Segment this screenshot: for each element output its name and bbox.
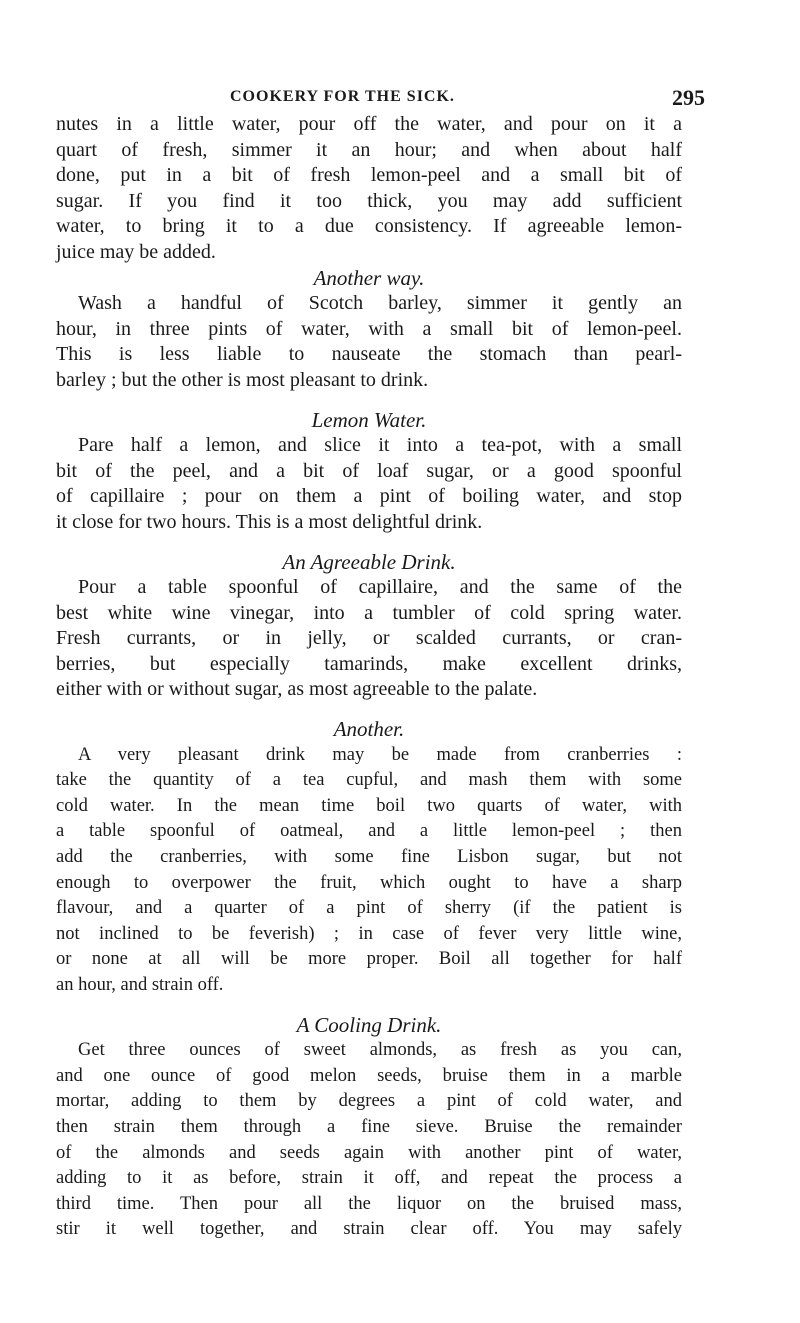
text-line: a table spoonful of oatmeal, and a little lemon-peel ; then	[56, 821, 682, 842]
body-text	[56, 112, 682, 1243]
text-line: bit of the peel, and a bit of loaf sugar, or a good spoonful	[56, 459, 682, 482]
text-line: not inclined to be feverish) ; in case of fever very little wine,	[56, 923, 682, 944]
text-line: nutes in a little water, pour off the water, and pour on it a	[56, 113, 682, 135]
text-line: juice may be added.	[56, 240, 216, 263]
text-line: Wash a handful of Scotch barley, simmer it gently an	[78, 292, 682, 315]
paragraph-another	[56, 743, 682, 999]
text-line: Pour a table spoonful of capillaire, and the same of the	[78, 576, 682, 599]
recipe-heading-another-way: Another way.	[313, 265, 425, 290]
text-line: Get three ounces of sweet almonds, as fresh as you can,	[78, 1040, 682, 1061]
text-line: and one ounce of good melon seeds, bruise them in a marble	[56, 1065, 682, 1086]
text-line: adding to it as before, strain it off, and repeat the process a	[56, 1168, 682, 1189]
text-line: hour, in three pints of water, with a small bit of lemon-peel.	[56, 317, 682, 340]
text-line: it close for two hours. This is a most delightful drink.	[56, 510, 483, 533]
text-line: This is less liable to nauseate the stomach than pearl-	[56, 343, 682, 366]
text-line: Pare half a lemon, and slice it into a tea-pot, with a small	[78, 434, 682, 457]
text-line: of the almonds and seeds again with another pint of water,	[56, 1142, 682, 1163]
text-line: take the quantity of a tea cupful, and mash them with some	[56, 770, 682, 791]
running-head	[0, 85, 800, 114]
recipe-heading-lemon-water: Lemon Water.	[311, 407, 427, 432]
text-line: water, to bring it to a due consistency. If agreeable lemon-	[56, 215, 682, 238]
recipe-heading-agreeable-drink: An Agreeable Drink.	[282, 549, 456, 574]
text-line: stir it well together, and strain clear off. You may safely	[56, 1219, 682, 1240]
text-line: best white wine vinegar, into a tumbler of cold spring water.	[56, 601, 682, 624]
text-line: or none at all will be more proper. Boil all together for half	[56, 949, 682, 970]
paragraph-barley-water-continued	[56, 112, 682, 266]
text-line: quart of fresh, simmer it an hour; and when about half	[56, 138, 682, 161]
text-line: then strain them through a fine sieve. Bruise the remainder	[56, 1116, 682, 1137]
text-line: A very pleasant drink may be made from cranberries :	[78, 744, 682, 765]
text-line: barley ; but the other is most pleasant to drink.	[56, 368, 429, 391]
text-line: berries, but especially tamarinds, make excellent drinks,	[56, 652, 682, 675]
text-line: sugar. If you find it too thick, you may add sufficient	[56, 189, 682, 212]
text-line: of capillaire ; pour on them a pint of boiling water, and stop	[56, 485, 682, 508]
text-line: cold water. In the mean time boil two quarts of water, with	[56, 795, 682, 816]
recipe-heading-cooling-drink: A Cooling Drink.	[296, 1012, 442, 1037]
section-gap	[56, 999, 682, 1013]
section-gap	[56, 394, 682, 408]
paragraph-agreeable-drink	[56, 575, 682, 703]
text-line: either with or without sugar, as most agreeable to the palate.	[56, 678, 538, 701]
text-line: flavour, and a quarter of a pint of sherry (if the patient is	[56, 898, 682, 919]
paragraph-cooling-drink	[56, 1038, 682, 1243]
text-line: done, put in a bit of fresh lemon-peel and a small bit of	[56, 164, 682, 187]
section-gap	[56, 536, 682, 550]
running-title: COOKERY FOR THE SICK.	[230, 88, 455, 105]
text-line: add the cranberries, with some fine Lisbon sugar, but not	[56, 847, 682, 868]
recipe-heading-another: Another.	[333, 717, 405, 742]
text-line: enough to overpower the fruit, which ought to have a sharp	[56, 872, 682, 893]
text-line: an hour, and strain off.	[56, 975, 224, 995]
paragraph-another-way	[56, 291, 682, 393]
text-line: third time. Then pour all the liquor on the bruised mass,	[56, 1193, 682, 1214]
section-gap	[56, 703, 682, 717]
page-number: 295	[672, 85, 705, 110]
paragraph-lemon-water	[56, 433, 682, 535]
text-line: mortar, adding to them by degrees a pint of cold water, and	[56, 1091, 682, 1112]
text-line: Fresh currants, or in jelly, or scalded currants, or cran-	[56, 627, 682, 650]
